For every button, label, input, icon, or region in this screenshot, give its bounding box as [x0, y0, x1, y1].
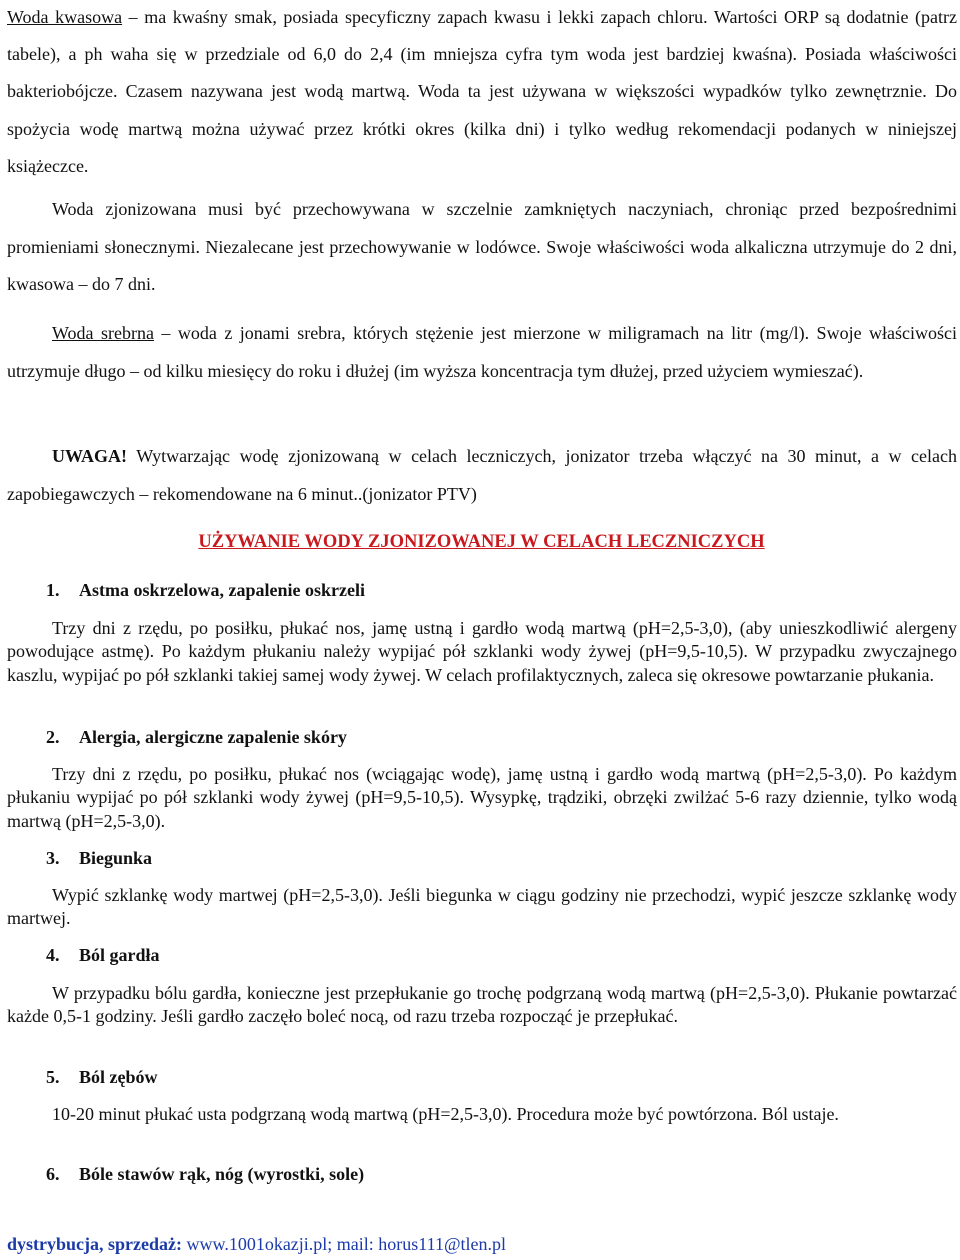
- section-5-body: 10-20 minut płukać usta podgrzaną wodą martwą (pH=2,5-3,0). Procedura może być powtórzona. Ból ustaje.: [52, 1104, 839, 1124]
- section-3-title: 3. Biegunka: [46, 848, 153, 868]
- section-4-title: 4. Ból gardła: [46, 945, 160, 965]
- section-2-title: 2. Alergia, alergiczne zapalenie skóry: [46, 727, 347, 747]
- footer-label: dystrybucja, sprzedaż:: [7, 1234, 182, 1254]
- paragraph-uwaga: UWAGA! Wytwarzając wodę zjonizowaną w celach leczniczych, jonizator trzeba włączyć na 30 minut, a w celach zapobiegawczych – rekomendowane na 6 minut..(jonizator PTV): [7, 446, 957, 504]
- section-heading: UŻYWANIE WODY ZJONIZOWANEJ W CELACH LECZNICZYCH: [198, 532, 765, 552]
- section-3-body: Wypić szklankę wody martwej (pH=2,5-3,0). Jeśli biegunka w ciągu godziny nie przechodzi, wypić jeszcze szklankę wody martwej.: [7, 885, 957, 929]
- section-4-body: W przypadku bólu gardła, konieczne jest przepłukanie go trochę podgrzaną wodą martwą (pH=2,5-3,0). Płukanie powtarzać każde 0,5-1 godziny. Jeśli gardło zaczęło boleć nocą, od razu trzeba rozpocząć je przepłukać.: [7, 983, 957, 1027]
- footer-contact: [7, 1234, 506, 1255]
- term-woda-srebrna: Woda srebrna: [52, 323, 154, 343]
- term-woda-kwasowa: Woda kwasowa: [7, 7, 123, 27]
- section-1-body: Trzy dni z rzędu, po posiłku, płukać nos, jamę ustną i gardło wodą martwą (pH=2,5-3,0), (aby unieszkodliwić alergeny powodujące astmę). Po każdym płukaniu należy wypijać pół szklanki wody żywej (pH=9,5-10,5). W przypadku zwyczajnego kaszlu, wypijać po pół szklanki takiej samej wody żywej. W celach profilaktycznych, zaleca się okresowe powtarzanie płukania.: [7, 618, 957, 685]
- paragraph-woda-kwasowa: Woda kwasowa – ma kwaśny smak, posiada specyficzny zapach kwasu i lekki zapach chloru. Wartości ORP są dodatnie (patrz tabele), a ph waha się w przedziale od 6,0 do 2,4 (im mniejsza cyfra tym woda jest bardziej kwaśna). Posiada właściwości bakteriobójcze. Czasem nazywana jest wodą martwą. Woda ta jest używana w większości wypadków tylko zewnętrznie. Do spożycia wodę martwą można używać przez krótki okres (kilka dni) i tylko według rekomendacji podanych w niniejszej książeczce.: [7, 7, 957, 176]
- section-2-body: Trzy dni z rzędu, po posiłku, płukać nos (wciągając wodę), jamę ustną i gardło wodą martwą (pH=2,5-3,0). Po każdym płukaniu wypijać po pół szklanki wody żywej (pH=9,5-10,5). Wysypkę, trądziki, obrzęki zwilżać 5-6 razy dziennie, tylko wodą martwą (pH=2,5-3,0).: [7, 764, 957, 831]
- footer-contact-info[interactable]: www.1001okazji.pl; mail: horus111@tlen.pl: [181, 1234, 507, 1254]
- section-6-title: 6. Bóle stawów rąk, nóg (wyrostki, sole): [46, 1164, 365, 1184]
- section-1-title: 1. Astma oskrzelowa, zapalenie oskrzeli: [46, 580, 365, 600]
- section-5-title: 5. Ból zębów: [46, 1067, 158, 1087]
- paragraph-storage: Woda zjonizowana musi być przechowywana w szczelnie zamkniętych naczyniach, chroniąc przed bezpośrednimi promieniami słonecznymi. Niezalecane jest przechowywanie w lodówce. Swoje właściwości woda alkaliczna utrzymuje do 2 dni, kwasowa – do 7 dni.: [7, 199, 957, 294]
- warning-label: UWAGA!: [52, 446, 127, 466]
- paragraph-woda-srebrna: Woda srebrna – woda z jonami srebra, których stężenie jest mierzone w miligramach na litr (mg/l). Swoje właściwości utrzymuje długo – od kilku miesięcy do roku i dłużej (im wyższa koncentracja tym dłużej, przed użyciem wymieszać).: [7, 323, 957, 381]
